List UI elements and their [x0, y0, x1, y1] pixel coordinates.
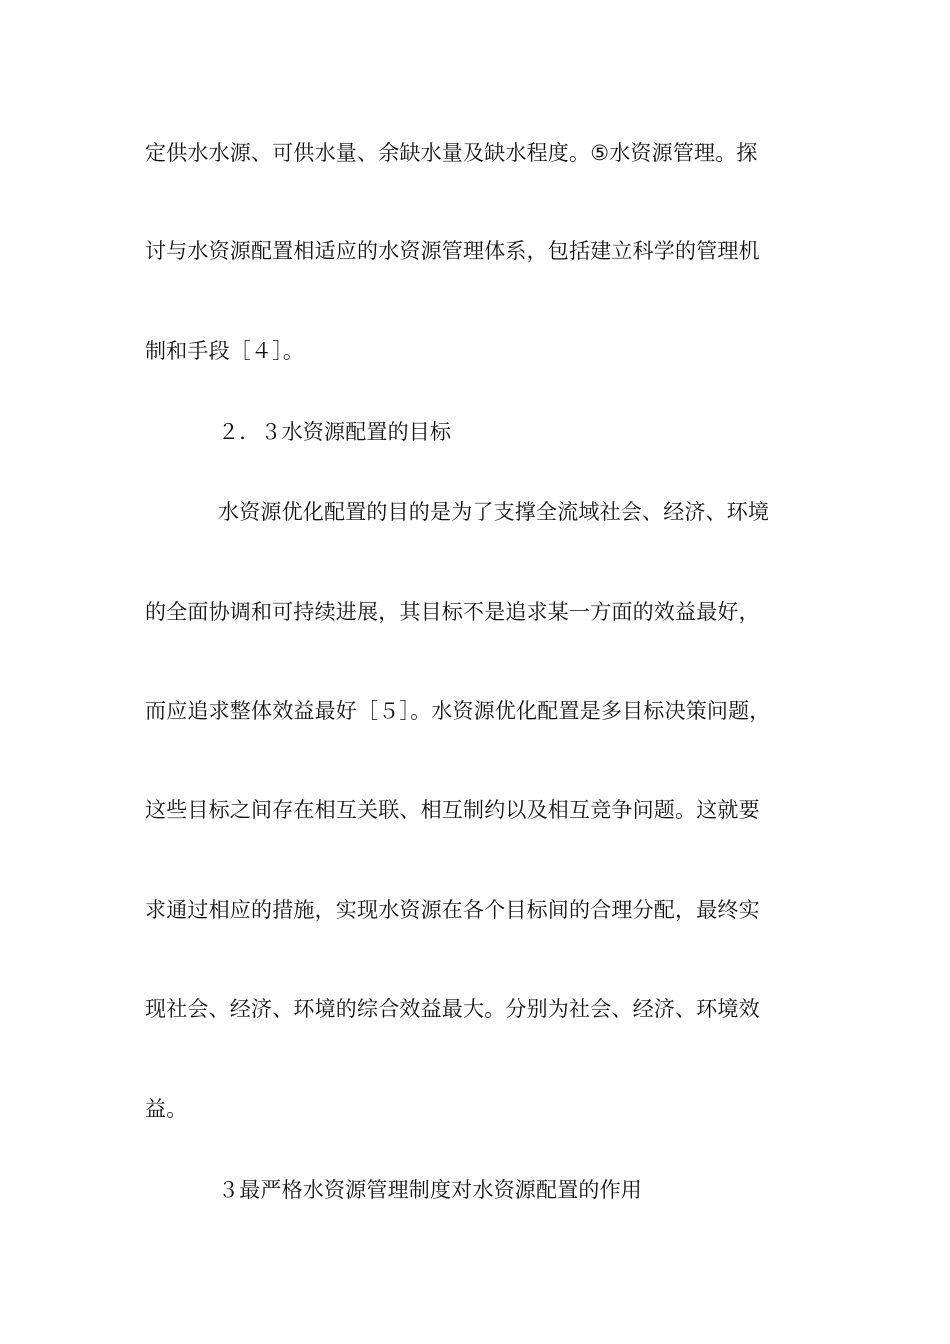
paragraph-line: 这些目标之间存在相互关联、相互制约以及相互竞争问题。这就要 — [145, 798, 760, 822]
paragraph-line: 讨与水资源配置相适应的水资源管理体系，包括建立科学的管理机 — [145, 239, 760, 263]
paragraph-line: 现社会、经济、环境的综合效益最大。分别为社会、经济、环境效 — [145, 997, 760, 1021]
section-heading: ２．３水资源配置的目标 — [218, 420, 452, 444]
paragraph-line: 而应追求整体效益最好［５］。水资源优化配置是多目标决策问题， — [145, 699, 771, 723]
paragraph-line: 求通过相应的措施，实现水资源在各个目标间的合理分配，最终实 — [145, 898, 760, 922]
paragraph-line: 水资源优化配置的目的是为了支撑全流域社会、经济、环境 — [218, 500, 770, 524]
paragraph-line: 益。 — [145, 1097, 188, 1121]
section-heading: ３最严格水资源管理制度对水资源配置的作用 — [218, 1178, 642, 1202]
paragraph-line: 定供水水源、可供水量、余缺水量及缺水程度。⑤水资源管理。探 — [145, 141, 758, 165]
paragraph-line: 的全面协调和可持续进展，其目标不是追求某一方面的效益最好， — [145, 600, 760, 624]
paragraph-line: 制和手段［４］。 — [145, 339, 305, 363]
